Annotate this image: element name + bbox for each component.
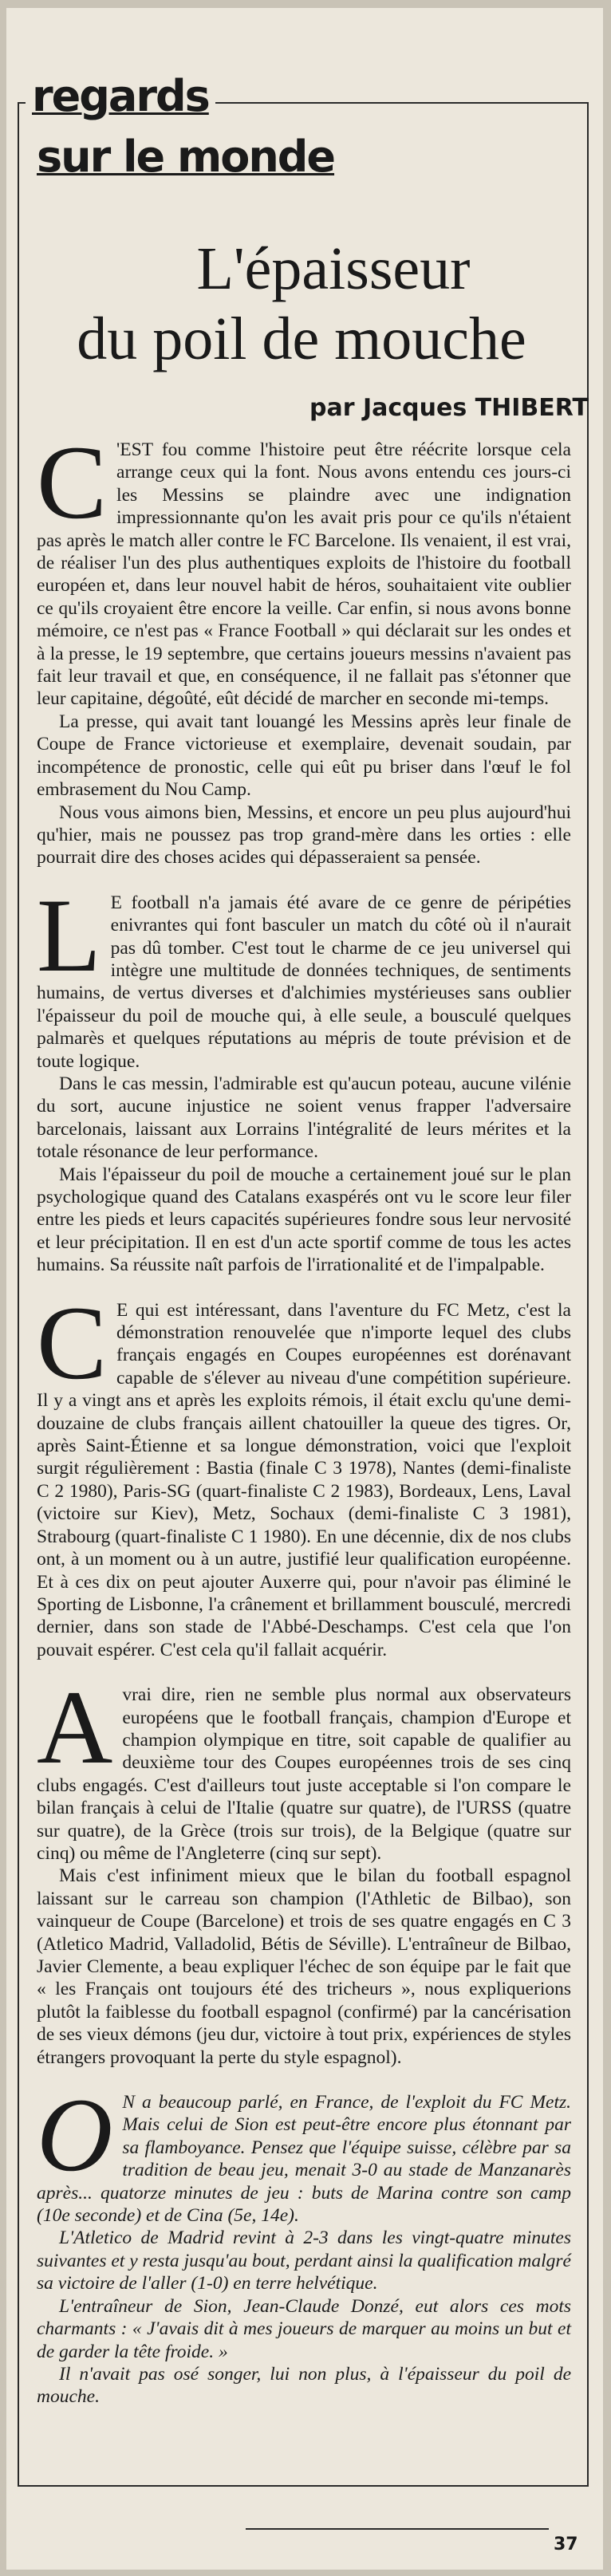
paragraph: E football n'a jamais été avare de ce genre de péripéties enivrantes qui font basculer un match du côté où il n'aurait pas dû tomber. C'est tout le charme de ce jeu universel qui intègre une multitude de données techniques, de sentiments humains, de vertus diverses et d'alchimies mystérieuses sans oublier l'épaisseur du poil de mouche qui, à elle seule, a bousculé quelques palmarès et quelques réputations au mépris de toute prévision et de toute logique. [37, 892, 571, 1072]
rubric-title-line1: regards [26, 75, 215, 118]
paragraph: N a beaucoup parlé, en France, de l'exploit du FC Metz. Mais celui de Sion est peut-être encore plus étonnant par sa flamboyance. Pensez que l'équipe suisse, célèbre par sa tradition de beau jeu, menait 3-0 au stade de Manzanarès après... quatorze minutes de jeu : buts de Marina contre son camp (10e seconde) et de Cina (5e, 14e). [37, 2092, 571, 2227]
article-body [37, 423, 571, 2409]
section-3 [37, 1283, 571, 1662]
paragraph: 'EST fou comme l'histoire peut être réécrite lorsque cela arrange ceux qui la font. Nous avons entendu ces jours-ci les Messins se plaindre avec une indignation impressionnante qu'on les avait pris pour ce qu'ils n'étaient pas après le match aller contre le FC Barcelone. Ils venaient, il est vrai, de réaliser l'un des plus authentiques exploits de l'histoire du football européen et, dans leur nouvel habit de héros, souhaitaient vite oublier ce qu'ils croyaient être encore la veille. Car enfin, si nous avons bonne mémoire, ce n'est pas « France Football » qui déclarait sur les ondes et à la presse, le 19 septembre, que certains joueurs messins n'avaient pas fait leur travail et que, en conséquence, il ne fallait pas s'étonner que leur capitaine, dégoûté, eût décidé de marcher en seconde mi-temps. [37, 439, 571, 710]
section-1 [37, 423, 571, 869]
dropcap: L [37, 876, 101, 994]
paragraph: Dans le cas messin, l'admirable est qu'aucun poteau, aucune vilénie du sort, aucune injustice ne soient venus frapper l'adversaire barcelonais, laissant aux Lorrains l'intégralité de leurs mérites et la totale résonance de leur performance. [37, 1073, 571, 1163]
paragraph: Mais l'épaisseur du poil de mouche a certainement joué sur le plan psychologique quand des Catalans exaspérés ont vu le score leur filer entre les pieds et leurs capacités supérieures fondre sous leur nervosité et leur précipitation. Il en est d'un acte sportif comme de tous les actes humains. Sa réussite naît parfois de l'irrationalité et de l'impalpable. [37, 1164, 571, 1276]
rubric-title-line2: sur le monde [30, 136, 341, 179]
paragraph: L'entraîneur de Sion, Jean-Claude Donzé, eut alors ces mots charmants : « J'avais dit à mes joueurs de marquer au moins un but et de garder la tête froide. » [37, 2295, 571, 2362]
section-5 [37, 2076, 571, 2409]
footer-rule [246, 2528, 549, 2530]
section-4 [37, 1668, 571, 2069]
dropcap: C [37, 1283, 108, 1401]
paragraph: Il n'avait pas osé songer, lui non plus, à l'épaisseur du poil de mouche. [37, 2363, 571, 2408]
byline: par Jacques THIBERT [309, 394, 589, 422]
dropcap: C [37, 423, 108, 541]
paragraph: L'Atletico de Madrid revint à 2-3 dans les vingt-quatre minutes suivantes et y resta jusqu'au bout, perdant ainsi la qualification malgré sa victoire de l'aller (1-0) en terre helvétique. [37, 2227, 571, 2294]
article-title-line1: L'épaisseur [196, 235, 471, 302]
paragraph: Nous vous aimons bien, Messins, et encore un peu plus aujourd'hui qu'hier, mais ne poussez pas trop grand-mère dans les orties : elle pourrait dire des choses acides qui dépasseraient sa pensée. [37, 802, 571, 869]
dropcap: O [37, 2076, 113, 2194]
article-title-line2: du poil de mouche [77, 305, 526, 372]
paragraph: Mais c'est infiniment mieux que le bilan du football espagnol laissant sur le carreau son champion (l'Athletic de Bilbao), son vainqueur de Coupe (Barcelone) et trois de ses quatre engagés en C 3 (Atletico Madrid, Valladolid, Bétis de Séville). L'entraîneur de Bilbao, Javier Clemente, a beau expliquer l'échec de son équipe par le fait que « les Français ont toujours été des tricheurs », nous expliquerions plutôt la faiblesse du football espagnol (confirmé) par la cancérisation de ses vieux démons (jeu dur, victoire à tout prix, expériences de styles étrangers provoquant la perte du style espagnol). [37, 1865, 571, 2068]
paragraph: vrai dire, rien ne semble plus normal aux observateurs européens que le football français, champion d'Europe et champion olympique en titre, soit capable de qualifier au deuxième tour des Coupes européennes trois de ses cinq clubs engagés. C'est d'ailleurs tout juste acceptable si l'on compare le bilan français à celui de l'Italie (quatre sur quatre), de l'URSS (quatre sur quatre), de la Grèce (trois sur trois), de la Belgique (quatre sur cinq) ou même de l'Angleterre (cinq sur sept). [37, 1684, 571, 1864]
dropcap: A [37, 1668, 113, 1786]
magazine-page [6, 8, 603, 2570]
paragraph: La presse, qui avait tant louangé les Messins après leur finale de Coupe de France victorieuse et exemplaire, devenait soudain, par incompétence de pronostic, celle qui eût pu briser dans l'œuf le fol embrasement du Nou Camp. [37, 711, 571, 801]
section-2 [37, 876, 571, 1277]
paragraph: E qui est intéressant, dans l'aventure du FC Metz, c'est la démonstration renouvelée que n'importe lequel des clubs français engagés en Coupes européennes est dorénavant capable de s'élever au niveau d'une compétition supérieure. Il y a vingt ans et après les exploits rémois, il était exclu qu'une demi-douzaine de clubs français aillent chatouiller la queue des tigres. Or, après Saint-Étienne et sa longue démonstration, voici que l'exploit surgit régulièrement : Bastia (finale C 3 1978), Nantes (demi-finaliste C 2 1980), Paris-SG (quart-finaliste C 2 1983), Bordeaux, Lens, Laval (victoire sur Kiev), Metz, Sochaux (demi-finaliste C 3 1981), Strabourg (quart-finaliste C 1 1980). En une décennie, dix de nos clubs ont, à un moment ou à un autre, justifié leur qualification européenne. Et à ces dix on peut ajouter Auxerre qui, pour n'avoir pas éliminé le Sporting de Lisbonne, l'a crânement et brillamment bousculé, mercredi dernier, dans son stade de l'Abbé-Deschamps. C'est cela que l'on pouvait espérer. C'est cela qu'il fallait acquérir. [37, 1299, 571, 1660]
page-number: 37 [554, 2535, 578, 2554]
